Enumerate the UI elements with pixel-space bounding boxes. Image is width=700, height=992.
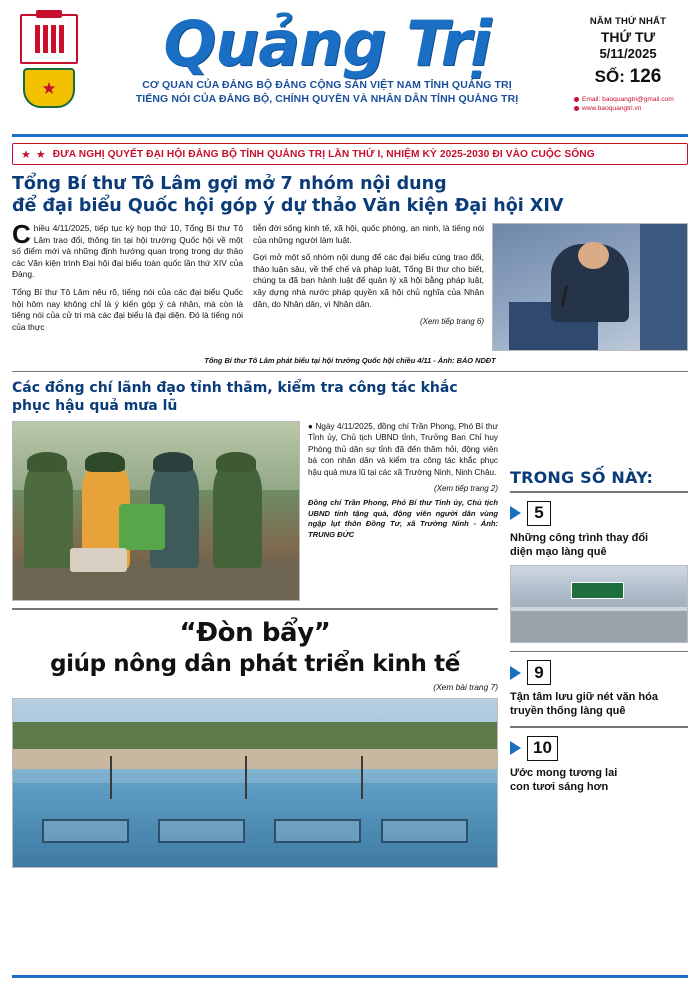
secondary-photo — [12, 421, 300, 601]
secondary-text — [308, 421, 498, 601]
province-emblem-icon — [23, 68, 75, 108]
campaign-banner-text: ĐƯA NGHỊ QUYẾT ĐẠI HỘI ĐẢNG BỘ TỈNH QUẢNG TRỊ LẦN THỨ I, NHIỆM KỲ 2025-2030 ĐI VÀO CUỘC SỐNG — [52, 148, 595, 160]
rail-page-number: 10 — [527, 736, 558, 761]
page-title: Quảng Trị — [163, 7, 491, 80]
contact-info — [568, 95, 688, 113]
rail-divider — [510, 726, 688, 728]
lead-paragraph-4: Gợi mở một số nhóm nội dung để các đại biểu cùng trao đổi, thảo luận sâu, về thể chế và pháp luật, Tổng Bí thư cho biết, chúng ta đã ban hành luật để quản lý xã hội bằng pháp luật, xây dựng nhà nước pháp quyền xã hội chủ nghĩa của Nhân dân, do Nhân dân, vì Nhân dân. — [253, 252, 484, 309]
lead-photo-block — [492, 223, 688, 351]
secondary-continue-link[interactable]: (Xem tiếp trang 2) — [433, 484, 498, 494]
contact-website: www.baoquangtri.vn — [582, 105, 642, 112]
lead-photo — [492, 223, 688, 351]
feature-article — [12, 618, 498, 868]
rail-item-title — [510, 766, 688, 794]
rail-divider — [510, 651, 688, 653]
lead-headline-line-1: Tổng Bí thư Tô Lâm gợi mở 7 nhóm nội dung — [12, 174, 447, 194]
masthead-slogan — [96, 78, 558, 106]
slogan-line-1: CƠ QUAN CỦA ĐẢNG BỘ ĐẢNG CỘNG SẢN VIỆT NAM TỈNH QUẢNG TRỊ — [142, 79, 512, 91]
feature-continue-link[interactable]: (Xem bài trang 7) — [433, 681, 498, 692]
rail-item-2[interactable] — [510, 660, 688, 718]
feature-photo — [12, 698, 498, 868]
footer-divider — [12, 975, 688, 978]
issue-date: 5/11/2025 — [599, 46, 657, 61]
lead-paragraph-1: hiều 4/11/2025, tiếp tục kỳ họp thứ 10, Tổng Bí thư Tô Lâm trao đổi, thông tin tại hội trường Quốc hội về một số điểm mới và những định hướng quan trọng trong dự thảo các Văn kiện trình Đại hội đại biểu toàn quốc lần thứ XIV của Đảng. — [12, 223, 243, 280]
masthead — [12, 7, 688, 130]
masthead-divider — [12, 134, 688, 137]
feature-title-line-1: “Đòn bẩy” — [179, 617, 331, 648]
lead-continue-link[interactable]: (Xem tiếp trang 6) — [419, 317, 484, 327]
rail-item-photo — [510, 565, 688, 643]
slogan-line-2: TIẾNG NÓI CỦA ĐẢNG BỘ, CHÍNH QUYỀN VÀ NHÂN DÂN TỈNH QUẢNG TRỊ — [135, 93, 519, 105]
arrow-icon — [510, 666, 521, 680]
rail-item-title — [510, 690, 688, 718]
issue-info — [568, 10, 688, 113]
issue-number-row — [568, 66, 688, 88]
arrow-icon — [510, 506, 521, 520]
lead-headline-line-2: để đại biểu Quốc hội góp ý dự thảo Văn kiện Đại hội XIV — [12, 196, 564, 216]
flag-icon: ★ ★ — [21, 148, 47, 161]
in-this-issue-heading: TRONG SỐ NÀY: — [510, 468, 654, 487]
lead-article — [12, 173, 688, 372]
rail-divider — [510, 491, 688, 493]
lead-headline — [12, 173, 688, 217]
rail-item-title-line-1: Những công trình thay đổi — [510, 531, 649, 544]
lead-paragraph-3: tiễn đời sống kinh tế, xã hội, quốc phòng, an ninh, là tiếng nói của những người làm luật. — [253, 223, 484, 245]
weekday-label: THỨ TƯ — [600, 29, 656, 45]
issue-number: 126 — [629, 66, 662, 87]
emblem-group — [12, 10, 86, 108]
bridge-sign-icon — [571, 582, 624, 599]
year-label: NĂM THỨ NHẤT — [589, 16, 667, 27]
lead-photo-caption: Tổng Bí thư Tô Lâm phát biểu tại hội trường Quốc hội chiều 4/11 - Ảnh: BÁO NDĐT — [204, 356, 496, 365]
arrow-icon — [510, 741, 521, 755]
rail-item-3[interactable] — [510, 736, 688, 794]
rail-item-title — [510, 531, 688, 559]
secondary-headline: Các đồng chí lãnh đạo tỉnh thăm, kiểm tra công tác khắc phục hậu quả mưa lũ — [12, 380, 458, 414]
title-block — [96, 7, 558, 106]
secondary-body: ● Ngày 4/11/2025, đồng chí Trần Phong, Phó Bí thư Tỉnh ủy, Chủ tịch UBND tỉnh, Trưởng Ban Chỉ huy Phòng thủ dân sự tỉnh đã đến thăm hỏi, động viên bà con nhân dân và kiểm tra công tác khắc phục hậu quả mưa lũ tại các xã Trường Ninh, Ninh Châu. — [308, 422, 498, 477]
lead-dropcap: C — [12, 219, 31, 249]
rail-item-title-line-2: diện mạo làng quê — [510, 545, 607, 558]
rail-item-title-line-1: Ước mong tương lai — [510, 766, 618, 779]
lead-column-2 — [253, 223, 484, 351]
rail-item-title-line-2: truyền thống làng quê — [510, 705, 626, 717]
rail-item-1[interactable] — [510, 501, 688, 643]
bullet-icon — [574, 97, 579, 102]
in-this-issue-panel — [510, 468, 688, 802]
feature-title-line-2: giúp nông dân phát triển kinh tế — [50, 650, 460, 677]
lead-column-1 — [12, 219, 243, 351]
lead-paragraph-2: Tổng Bí thư Tô Lâm nêu rõ, tiếng nói của các đại biểu Quốc hội hôm nay không chỉ là ý kiến góp ý cá nhân, mà còn là tiếng nói của cử tri mà các đại biểu là đại diện. Đó là tiếng nói của thực — [12, 286, 243, 332]
section-divider — [12, 608, 498, 610]
bullet-icon — [574, 106, 579, 111]
party-emblem-icon — [20, 14, 78, 64]
rail-item-title-line-2: con tươi sáng hơn — [510, 780, 609, 793]
secondary-photo-block — [12, 421, 300, 601]
issue-label: SỐ: — [594, 67, 625, 86]
rail-page-number: 5 — [527, 501, 551, 526]
rail-page-number: 9 — [527, 660, 551, 685]
rail-item-title-line-1: Tận tâm lưu giữ nét văn hóa — [510, 691, 658, 703]
star-icon: ★ — [41, 78, 57, 98]
contact-email: Email: baoquangtri@gmail.com — [582, 96, 674, 103]
campaign-banner — [12, 143, 688, 165]
secondary-photo-caption: Đồng chí Trần Phong, Phó Bí thư Tỉnh ủy, Chủ tịch UBND tỉnh tặng quà, động viên người dân vùng ngập lụt thôn Đồng Tư, xã Trường Ninh - Ảnh: TRUNG ĐỨC — [308, 498, 498, 539]
